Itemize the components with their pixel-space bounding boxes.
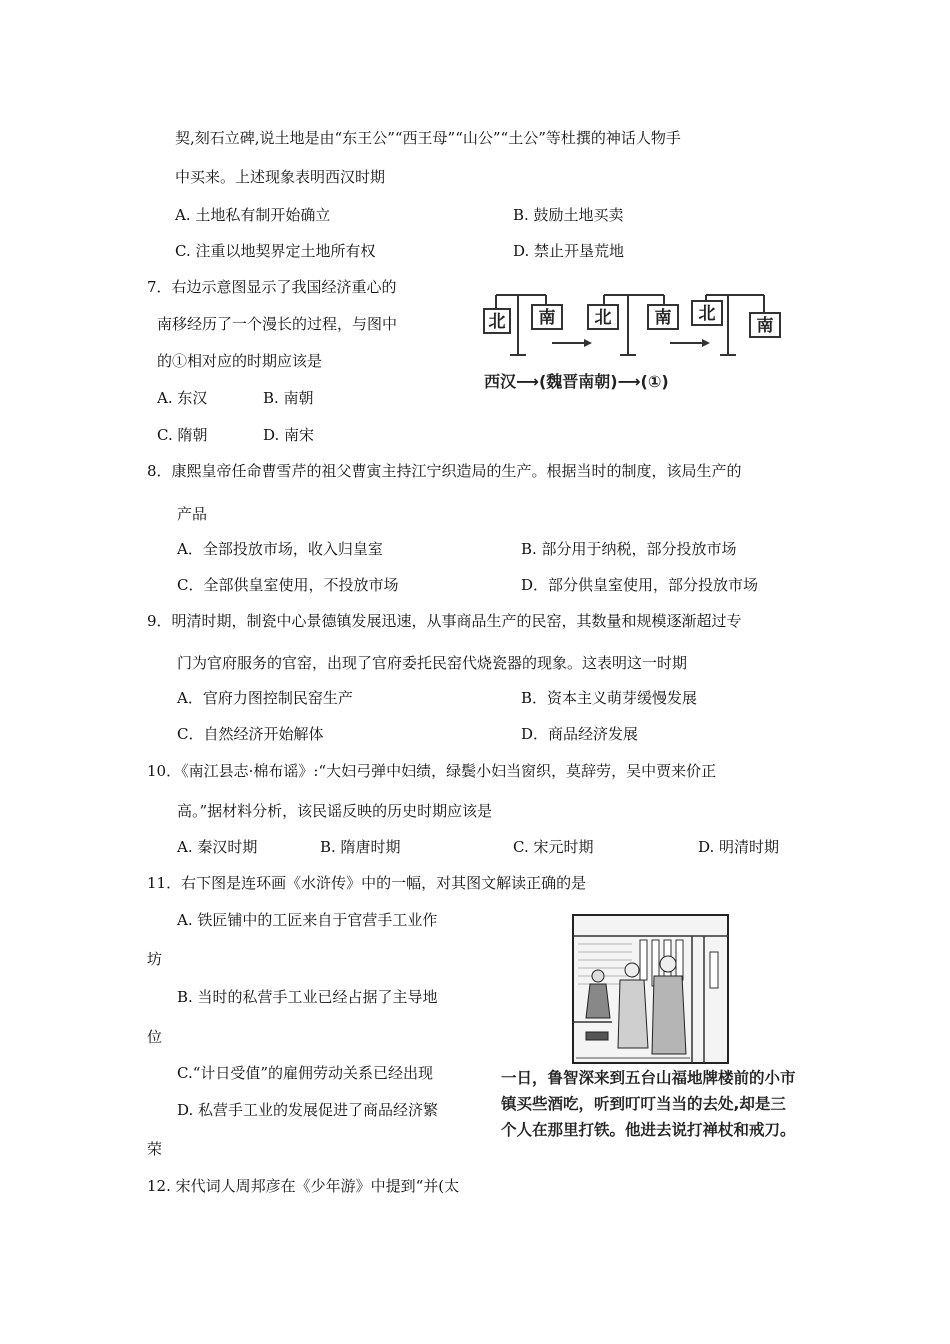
q11-option-c: C.“计日受值”的雇佣劳动关系已经出现 <box>177 1064 434 1082</box>
q11-stem: 11．右下图是连环画《水浒传》中的一幅，对其图文解读正确的是 <box>147 874 587 892</box>
q8-option-a: A．全部投放市场，收入归皇室 <box>177 540 383 558</box>
q6-stem-line2: 中买来。上述现象表明西汉时期 <box>175 168 386 186</box>
q10-option-c: C. 宋元时期 <box>513 838 594 856</box>
q10-stem-line1: 10．《南江县志·棉布谣》:“大妇弓弹中妇绩，绿鬓小妇当窗织，莫辞劳，吴中贾来价正 <box>147 762 717 780</box>
q11-option-a-line1: A. 铁匠铺中的工匠来自于官营手工业作 <box>177 911 438 929</box>
q11-option-b-line2: 位 <box>147 1028 163 1046</box>
q11-option-d-line2: 荣 <box>147 1140 163 1158</box>
scale1-north-label: 北 <box>488 312 506 332</box>
q9-stem-line2: 门为官府服务的官窑，出现了官府委托民窑代烧瓷器的现象。这表明这一时期 <box>177 654 688 672</box>
q11-option-a-line2: 坊 <box>147 950 163 968</box>
q6-option-a: A. 土地私有制开始确立 <box>175 206 331 224</box>
q6-stem-line1: 契,刻石立碑,说土地是由“东王公”“西王母”“山公”“土公”等杜撰的神话人物手 <box>175 129 681 147</box>
q9-option-c: C．自然经济开始解体 <box>177 725 324 743</box>
scale1-south-label: 南 <box>538 308 556 328</box>
q9-stem-line1: 9．明清时期，制瓷中心景德镇发展迅速，从事商品生产的民窑，其数量和规模逐渐超过专 <box>147 612 742 630</box>
q6-option-c: C. 注重以地契界定土地所有权 <box>175 242 376 260</box>
q6-option-d: D. 禁止开垦荒地 <box>513 242 625 260</box>
comic-caption-line1: 一日，鲁智深来到五台山福地牌楼前的小市 <box>501 1069 796 1087</box>
q7-stem-line1: 7．右边示意图显示了我国经济重心的 <box>147 278 397 296</box>
scale2-north-label: 北 <box>594 308 612 328</box>
q10-stem-line2: 高。”据材料分析，该民谣反映的历史时期应该是 <box>177 802 493 820</box>
scale3-north-label: 北 <box>698 304 716 324</box>
q8-option-d: D．部分供皇室使用，部分投放市场 <box>521 576 759 594</box>
q8-stem-line2: 产品 <box>177 505 208 523</box>
scale2-south-label: 南 <box>654 308 672 328</box>
q7-option-c: C. 隋朝 <box>157 426 208 444</box>
q12-stem: 12. 宋代词人周邦彦在《少年游》中提到“并(太 <box>147 1177 460 1195</box>
q9-option-a: A．官府力图控制民窑生产 <box>177 689 353 707</box>
q9-option-d: D．商品经济发展 <box>521 725 639 743</box>
q10-option-b: B. 隋唐时期 <box>320 838 401 856</box>
economic-center-diagram <box>480 283 790 398</box>
scale3-south-label: 南 <box>756 316 774 336</box>
comic-caption-line2: 镇买些酒吃，听到叮叮当当的去处,却是三 <box>501 1095 786 1113</box>
q9-option-b: B．资本主义萌芽缓慢发展 <box>521 689 698 707</box>
q11-option-b-line1: B. 当时的私营手工业已经占据了主导地 <box>177 988 438 1006</box>
q7-stem-line2: 南移经历了一个漫长的过程，与图中 <box>157 315 398 333</box>
q7-option-d: D. 南宋 <box>263 426 315 444</box>
q8-option-b: B. 部分用于纳税，部分投放市场 <box>521 540 737 558</box>
q7-option-b: B. 南朝 <box>263 389 314 407</box>
q7-option-a: A. 东汉 <box>157 389 208 407</box>
q10-option-a: A. 秦汉时期 <box>177 838 258 856</box>
comic-illustration <box>572 914 729 1064</box>
comic-caption-line3: 个人在那里打铁。他进去说打禅杖和戒刀。 <box>501 1121 796 1139</box>
q11-option-d-line1: D. 私营手工业的发展促进了商品经济繁 <box>177 1101 439 1119</box>
q6-option-b: B. 鼓励土地买卖 <box>513 206 624 224</box>
diagram-caption: 西汉⟶(魏晋南朝)⟶(①) <box>484 372 669 391</box>
q8-stem-line1: 8．康熙皇帝任命曹雪芹的祖父曹寅主持江宁织造局的生产。根据当时的制度，该局生产的 <box>147 462 742 480</box>
q10-option-d: D. 明清时期 <box>698 838 780 856</box>
q7-stem-line3: 的①相对应的时期应该是 <box>157 352 323 370</box>
q8-option-c: C．全部供皇室使用，不投放市场 <box>177 576 399 594</box>
